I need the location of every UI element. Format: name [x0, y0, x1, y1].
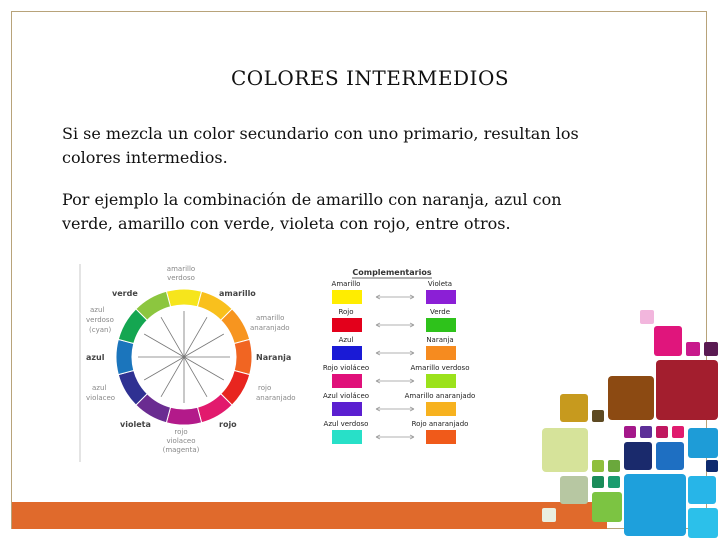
label-verde: verde: [112, 289, 138, 298]
comp-left-label: Amarillo: [331, 280, 361, 288]
label-azul-violaceo-1: azul: [92, 384, 107, 392]
wheel-segment: [166, 289, 201, 307]
label-azul-violaceo-2: violaceo: [86, 394, 116, 402]
comp-right-swatch: [426, 430, 456, 444]
label-amarillo-anaranjado-1: amarillo: [256, 314, 285, 322]
label-amarillo: amarillo: [219, 289, 256, 298]
label-azul-verdoso-1: azul: [90, 306, 105, 314]
comp-right-label: Rojo anaranjado: [411, 420, 469, 428]
comp-left-swatch: [332, 346, 362, 360]
comp-left-swatch: [332, 402, 362, 416]
comp-left-swatch: [332, 374, 362, 388]
color-diagram: [78, 262, 488, 464]
comp-left-label: Rojo: [338, 308, 354, 316]
label-rojo: rojo: [219, 420, 237, 429]
comp-left-label: Azul violáceo: [322, 392, 370, 400]
comp-left-swatch: [332, 318, 362, 332]
complementarios-title: Complementarios: [352, 268, 432, 277]
label-rojo-violaceo-2: violaceo: [166, 437, 196, 445]
wheel-segment: [234, 339, 252, 374]
label-azul: azul: [86, 353, 105, 362]
comp-right-label: Verde: [429, 308, 451, 316]
wheel-segment: [116, 339, 134, 374]
comp-right-label: Amarillo anaranjado: [404, 392, 476, 400]
decorative-squares-graphic: [528, 300, 720, 540]
comp-right-swatch: [426, 402, 456, 416]
slide-title: COLORES INTERMEDIOS: [230, 66, 510, 90]
comp-right-swatch: [426, 290, 456, 304]
decorative-squares: [528, 300, 720, 540]
comp-left-label: Azul: [338, 336, 354, 344]
label-amarillo-verdoso-1: amarillo: [166, 265, 196, 273]
footer-bar: [12, 502, 607, 529]
label-amarillo-anaranjado-2: anaranjado: [250, 324, 290, 332]
label-naranja: Naranja: [256, 353, 292, 362]
complementarios-rows: [323, 280, 476, 444]
comp-right-label: Naranja: [426, 336, 454, 344]
comp-right-swatch: [426, 346, 456, 360]
color-diagram-figure: [78, 262, 488, 464]
comp-left-label: Azul verdoso: [323, 420, 369, 428]
comp-right-swatch: [426, 374, 456, 388]
comp-left-swatch: [332, 290, 362, 304]
comp-right-label: Violeta: [427, 280, 453, 288]
label-rojo-anaranjado-2: anaranjado: [256, 394, 296, 402]
comp-left-label: Rojo violáceo: [322, 364, 370, 372]
paragraph-example: Por ejemplo la combinación de amarillo con naranja, azul con verde, amarillo con verde, violeta con rojo, entre otros.: [62, 190, 562, 233]
wheel-segment: [166, 407, 201, 425]
label-azul-verdoso-2: verdoso: [86, 316, 114, 324]
label-rojo-violaceo-3: (magenta): [162, 446, 200, 454]
label-rojo-anaranjado-1: rojo: [258, 384, 272, 392]
label-violeta: violeta: [120, 420, 151, 429]
label-amarillo-verdoso-2: verdoso: [167, 274, 195, 282]
comp-left-swatch: [332, 430, 362, 444]
comp-right-label: Amarillo verdoso: [410, 364, 470, 372]
comp-right-swatch: [426, 318, 456, 332]
paragraph-definition: Si se mezcla un color secundario con uno primario, resultan los colores intermedios.: [62, 124, 579, 167]
label-azul-verdoso-3: (cyan): [89, 326, 112, 334]
label-rojo-violaceo-1: rojo: [174, 428, 188, 436]
